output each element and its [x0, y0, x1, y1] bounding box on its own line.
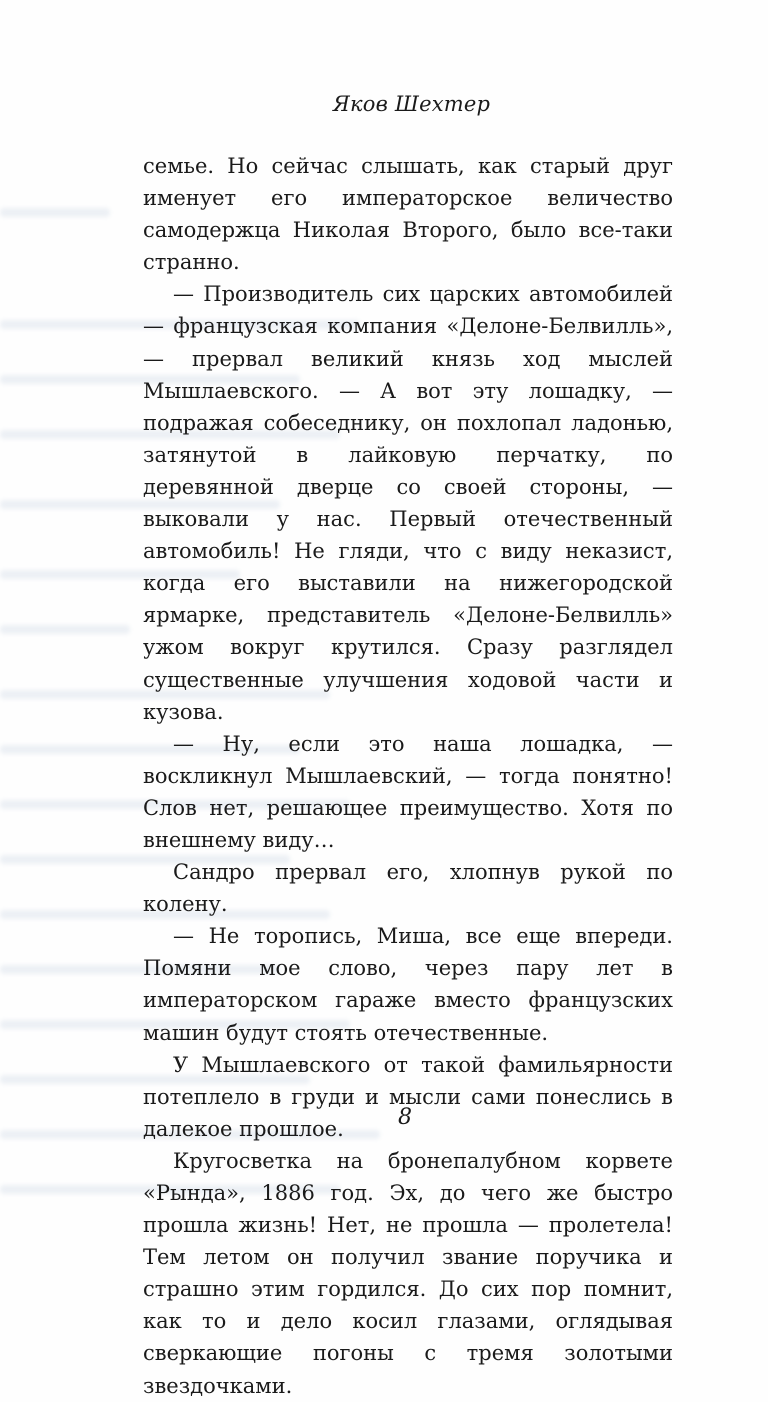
paragraph-7: Кругосветка на бронепалубном корвете «Рында», 1886 год. Эх, до чего же быстро прошла жизнь! Нет, не прошла — пролетела! Тем летом он получил звание поручика и страшно этим гордился. До сих пор помнит, как то и дело косил глазами, оглядывая сверкающие погоны с тремя золотыми звездочками. — [143, 1148, 673, 1398]
body-text — [143, 150, 673, 1402]
paragraph-2: — Производитель сих царских автомобилей — французская компания «Делоне-Белвилль», — прервал великий князь ход мыслей Мышлаевского. — А вот эту лошадку, — подражая собеседнику, он похлопал ладонью, затянутой в лайковую перчатку, по деревянной дверце со своей стороны, — выковали у нас. Первый отечественный автомобиль! Не гляди, что с виду неказист, когда его выставили на нижегородской ярмарке, представитель «Делоне-Белвилль» ужом вокруг крутился. Сразу разглядел существенные улучшения ходовой части и кузова. — [143, 282, 673, 724]
paragraph-3: — Ну, если это наша лошадка, — воскликнул Мышлаевский, — тогда понятно! Слов нет, решающее преимущество. Хотя по внешнему виду… — [143, 731, 673, 852]
running-header: Яков Шехтер — [332, 92, 491, 116]
paragraph-4: Сандро прервал его, хлопнув рукой по колену. — [143, 860, 673, 917]
paragraph-5: — Не торопись, Миша, все еще впереди. Помяни мое слово, через пару лет в императорском гараже вместо французских машин будут стоять отечественные. — [143, 924, 673, 1045]
paragraph-6: У Мышлаевского от такой фамильярности потеплело в груди и мысли сами понеслись в далекое прошлое. — [143, 1052, 673, 1141]
page-number: 8 — [398, 1105, 412, 1130]
paragraph-1: семье. Но сейчас слышать, как старый друг именует его императорское величество самодержца Николая Второго, было все-таки странно. — [143, 154, 673, 275]
